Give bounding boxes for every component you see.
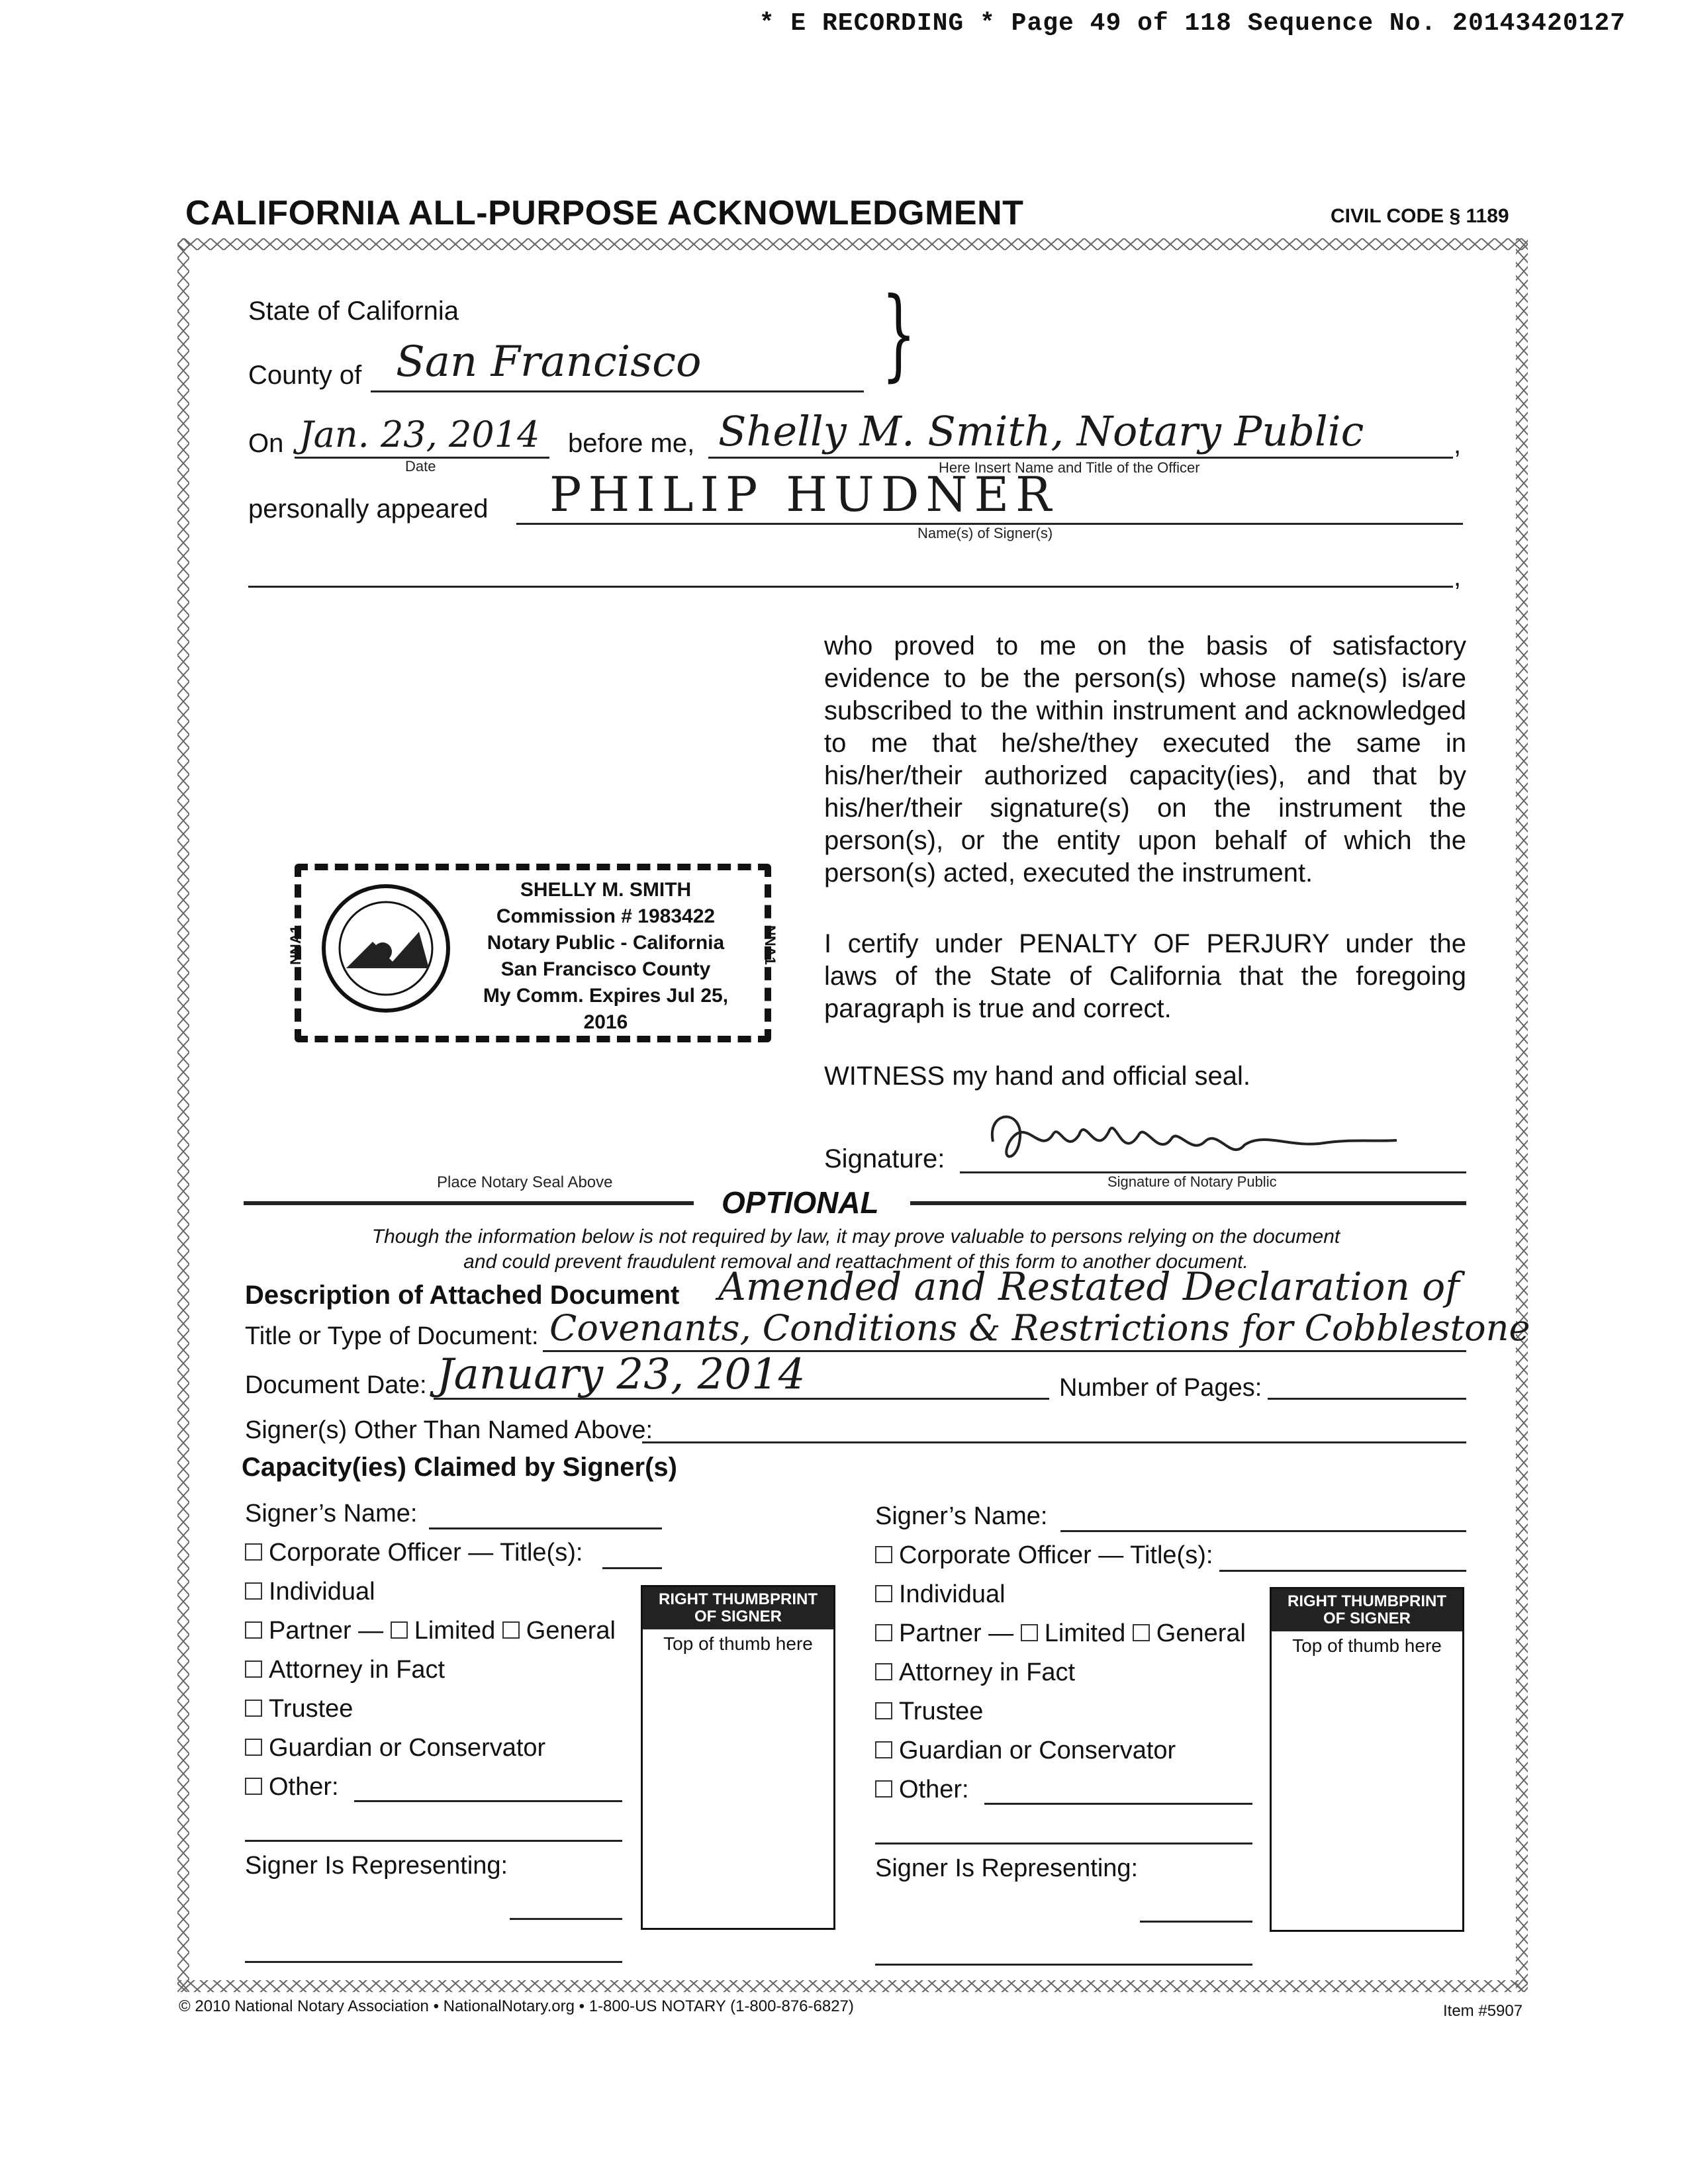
attorney-label: Attorney in Fact	[269, 1656, 445, 1684]
perjury-line: laws of the State of California that the foregoing	[824, 962, 1466, 991]
other-checkbox[interactable]	[245, 1778, 262, 1795]
doc-title-label: Title or Type of Document:	[245, 1322, 539, 1350]
guardian-label: Guardian or Conservator	[899, 1737, 1176, 1764]
individual-checkbox[interactable]	[245, 1582, 262, 1600]
partner-checkbox[interactable]	[875, 1624, 892, 1641]
form-title: CALIFORNIA ALL-PURPOSE ACKNOWLEDGMENT	[185, 194, 1024, 232]
other-label: Other:	[899, 1776, 969, 1803]
corporate-checkbox[interactable]	[245, 1543, 262, 1561]
corporate-title-line[interactable]	[1219, 1570, 1466, 1572]
cert-line: his/her/their authorized capacity(ies), and that by	[824, 761, 1466, 790]
county-value[interactable]: San Francisco	[396, 338, 702, 387]
seal-name: SHELLY M. SMITH	[520, 879, 692, 901]
individual-label: Individual	[269, 1578, 375, 1606]
description-heading: Description of Attached Document	[245, 1281, 680, 1310]
footer-copyright: © 2010 National Notary Association • NationalNotary.org • 1-800-US NOTARY (1-800-876-6827)	[179, 1997, 854, 2015]
corporate-row[interactable]	[875, 1536, 1471, 1575]
cert-line: to me that he/she/they executed the same in	[824, 729, 1466, 758]
signer-name-label: Signer’s Name:	[245, 1500, 418, 1527]
optional-note-line: Though the information below is not required by law, it may prove valuable to persons relying on the document	[371, 1226, 1340, 1248]
trustee-checkbox[interactable]	[875, 1702, 892, 1719]
officer-line	[708, 457, 1453, 459]
state-seal-emblem	[320, 882, 452, 1015]
representing-line-2[interactable]	[875, 1964, 1252, 1966]
signer-name-line[interactable]	[429, 1527, 662, 1529]
other-label: Other:	[269, 1773, 339, 1801]
signature-caption: Signature of Notary Public	[1107, 1173, 1277, 1190]
seal-expires: My Comm. Expires Jul 25, 2016	[483, 985, 729, 1033]
county-label: County of	[248, 361, 362, 390]
trustee-checkbox[interactable]	[245, 1700, 262, 1717]
seal-county: San Francisco County	[500, 958, 711, 980]
limited-checkbox[interactable]	[1021, 1624, 1038, 1641]
date-value[interactable]: Jan. 23, 2014	[299, 414, 540, 455]
thumbprint-header: RIGHT THUMBPRINT OF SIGNER	[1272, 1589, 1462, 1631]
doc-title-value[interactable]: Covenants, Conditions & Restrictions for Cobblestone	[549, 1307, 1530, 1349]
optional-heading: OPTIONAL	[722, 1185, 879, 1220]
corporate-checkbox[interactable]	[875, 1546, 892, 1563]
signer-value[interactable]: PHILIP HUDNER	[549, 467, 1058, 522]
partner-label: Partner —	[269, 1617, 384, 1645]
attorney-checkbox[interactable]	[245, 1661, 262, 1678]
attorney-checkbox[interactable]	[875, 1663, 892, 1680]
corporate-label: Corporate Officer — Title(s):	[269, 1539, 583, 1567]
signer-line-2	[248, 586, 1453, 588]
right-thumbprint-box	[1270, 1587, 1464, 1932]
other-checkbox[interactable]	[875, 1780, 892, 1797]
on-label: On	[248, 429, 284, 458]
seal-title: Notary Public - California	[487, 932, 725, 954]
representing-label: Signer Is Representing:	[245, 1852, 508, 1880]
cert-line: person(s) acted, executed the instrument.	[824, 858, 1313, 887]
doc-date-label: Document Date:	[245, 1371, 427, 1399]
seal-commission: Commission # 1983422	[496, 905, 716, 927]
venue-brace: }	[881, 277, 916, 392]
perjury-line: I certify under PENALTY OF PERJURY under the	[824, 929, 1466, 958]
other-line-2[interactable]	[875, 1843, 1252, 1844]
signer-name-row	[245, 1494, 841, 1533]
notary-signature	[980, 1095, 1403, 1181]
doc-date-value[interactable]: January 23, 2014	[437, 1350, 806, 1399]
other-signers-line	[642, 1441, 1466, 1443]
pages-label: Number of Pages:	[1059, 1374, 1262, 1402]
certification-paragraph	[824, 630, 1466, 889]
partner-checkbox[interactable]	[245, 1621, 262, 1639]
thumbprint-subtext: Top of thumb here	[663, 1633, 813, 1654]
cert-line: evidence to be the person(s) whose name(s) is/are	[824, 664, 1466, 693]
civil-code: CIVIL CODE § 1189	[1331, 205, 1509, 227]
individual-checkbox[interactable]	[875, 1585, 892, 1602]
officer-value[interactable]: Shelly M. Smith, Notary Public	[718, 407, 1364, 455]
pages-line	[1268, 1398, 1466, 1400]
corporate-row[interactable]	[245, 1533, 841, 1572]
seal-side-text-right: NNA1	[762, 925, 779, 965]
representing-line[interactable]	[510, 1918, 622, 1920]
footer-item: Item #5907	[1443, 2002, 1523, 2020]
thumbprint-header: RIGHT THUMBPRINT OF SIGNER	[643, 1587, 833, 1629]
recording-header: * E RECORDING * Page 49 of 118 Sequence No. 20143420127	[759, 9, 1626, 38]
officer-comma: ,	[1454, 430, 1462, 459]
signer-name-label: Signer’s Name:	[875, 1502, 1048, 1530]
cert-line: who proved to me on the basis of satisfactory	[824, 631, 1466, 660]
optional-rule-right	[910, 1201, 1466, 1205]
signer-name-line[interactable]	[1060, 1530, 1466, 1532]
limited-label: Limited	[414, 1617, 496, 1645]
cert-line: person(s), or the entity upon behalf of which the	[824, 826, 1466, 855]
other-line[interactable]	[354, 1800, 622, 1802]
left-thumbprint-box	[641, 1585, 835, 1930]
guardian-checkbox[interactable]	[245, 1739, 262, 1756]
description-value[interactable]: Amended and Restated Declaration of	[718, 1264, 1460, 1309]
signature-label: Signature:	[824, 1144, 945, 1173]
general-checkbox[interactable]	[1133, 1624, 1150, 1641]
state-label: State of California	[248, 296, 459, 326]
signer-caption: Name(s) of Signer(s)	[917, 525, 1053, 541]
individual-label: Individual	[899, 1580, 1006, 1608]
limited-label: Limited	[1044, 1619, 1126, 1647]
thumbprint-subtext: Top of thumb here	[1292, 1635, 1442, 1656]
trustee-label: Trustee	[899, 1698, 984, 1725]
corporate-title-line[interactable]	[602, 1567, 662, 1569]
optional-note-line: and could prevent fraudulent removal and reattachment of this form to another document.	[463, 1251, 1248, 1273]
representing-label: Signer Is Representing:	[875, 1854, 1139, 1882]
cert-line: his/her/their signature(s) on the instrument the	[824, 794, 1466, 823]
officer-caption: Here Insert Name and Title of the Officer	[939, 459, 1200, 476]
before-me-label: before me,	[568, 429, 695, 458]
limited-checkbox[interactable]	[391, 1621, 408, 1639]
corporate-label: Corporate Officer — Title(s):	[899, 1541, 1213, 1569]
general-label: General	[526, 1617, 616, 1645]
perjury-line: paragraph is true and correct.	[824, 994, 1172, 1023]
county-line	[371, 390, 864, 392]
seal-text	[467, 877, 745, 1036]
signer-name-row	[875, 1497, 1471, 1536]
optional-rule-left	[244, 1201, 694, 1205]
seal-side-text-left: NNA1	[287, 925, 304, 965]
personally-appeared-label: personally appeared	[248, 494, 489, 523]
perjury-paragraph	[824, 928, 1466, 1025]
representing-line-2[interactable]	[245, 1961, 622, 1963]
cert-line: subscribed to the within instrument and acknowledged	[824, 696, 1466, 725]
other-signers-label: Signer(s) Other Than Named Above:	[245, 1416, 653, 1444]
witness-text: WITNESS my hand and official seal.	[824, 1062, 1250, 1091]
attorney-label: Attorney in Fact	[899, 1659, 1076, 1686]
partner-label: Partner —	[899, 1619, 1014, 1647]
signer-line-2-comma: ,	[1454, 563, 1462, 592]
general-checkbox[interactable]	[502, 1621, 520, 1639]
date-caption: Date	[405, 458, 436, 475]
guardian-checkbox[interactable]	[875, 1741, 892, 1758]
other-line[interactable]	[984, 1803, 1252, 1805]
trustee-label: Trustee	[269, 1695, 353, 1723]
seal-caption: Place Notary Seal Above	[437, 1173, 613, 1191]
general-label: General	[1156, 1619, 1246, 1647]
capacity-heading: Capacity(ies) Claimed by Signer(s)	[242, 1453, 677, 1482]
guardian-label: Guardian or Conservator	[269, 1734, 546, 1762]
other-line-2[interactable]	[245, 1840, 622, 1842]
notary-seal	[287, 864, 779, 1042]
representing-line[interactable]	[1140, 1921, 1252, 1923]
